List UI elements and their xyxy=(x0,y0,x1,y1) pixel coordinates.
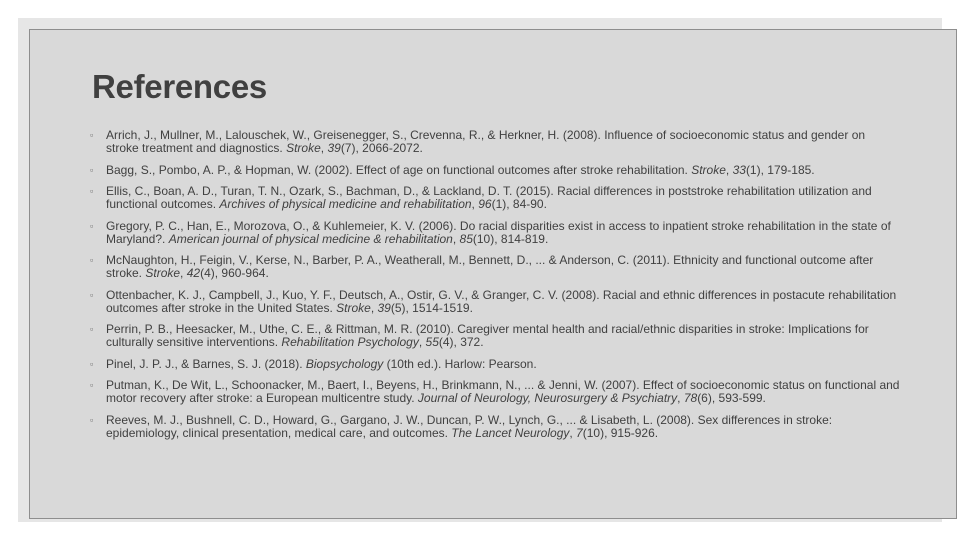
reference-text: Ellis, C., Boan, A. D., Turan, T. N., Ozark, S., Bachman, D., & Lackland, D. T. (2015). Racial differences in poststroke rehabilitation utilization and functional outcomes. Archives of physical medicine and rehabilitation, 96(1), 84-90. xyxy=(106,184,872,211)
reference-item xyxy=(90,164,900,177)
reference-item xyxy=(90,358,900,371)
reference-text: Putman, K., De Wit, L., Schoonacker, M., Baert, I., Beyens, H., Brinkmann, N., ... & Jenni, W. (2007). Effect of socioeconomic status on functional and motor recovery after stroke: a European multicentre study. Journal of Neurology, Neurosurgery & Psychiatry, 78(6), 593-599. xyxy=(106,378,900,405)
reference-item xyxy=(90,254,900,280)
bullet-icon: ▫ xyxy=(90,255,94,265)
reference-list xyxy=(90,129,900,448)
reference-text: Pinel, J. P. J., & Barnes, S. J. (2018). Biopsychology (10th ed.). Harlow: Pearson. xyxy=(106,356,537,371)
bullet-icon: ▫ xyxy=(90,380,94,390)
slide-title: References xyxy=(92,68,267,105)
bullet-icon: ▫ xyxy=(90,414,94,425)
bullet-icon: ▫ xyxy=(90,220,94,231)
reference-item xyxy=(90,289,900,315)
reference-text: Perrin, P. B., Heesacker, M., Uthe, C. E., & Rittman, M. R. (2010). Caregiver mental health and racial/ethnic disparities in stroke: Implications for culturally sensitive interventions. Rehabilitation Psychology, 55(4), 372. xyxy=(106,322,869,349)
reference-text: Arrich, J., Mullner, M., Lalouschek, W., Greisenegger, S., Crevenna, R., & Herkner, H. (2008). Influence of socioeconomic status and gender on stroke treatment and diagnostics. Stroke, 39(7), 2066-2072. xyxy=(106,128,866,155)
bullet-icon: ▫ xyxy=(90,289,94,300)
bullet-icon: ▫ xyxy=(90,186,94,196)
reference-text: Gregory, P. C., Han, E., Morozova, O., & Kuhlemeier, K. V. (2006). Do racial disparities exist in access to inpatient stroke rehabilitation in the state of Maryland?. American journal of physical medicine & rehabilitation, 85(10), 814-819. xyxy=(106,218,891,246)
reference-item xyxy=(90,220,900,246)
reference-item xyxy=(90,379,900,405)
reference-text: Reeves, M. J., Bushnell, C. D., Howard, G., Gargano, J. W., Duncan, P. W., Lynch, G., ... & Lisabeth, L. (2008). Sex differences in stroke: epidemiology, clinical presentation, medical care, and outcomes. The Lancet Neurology, 7(10), 915-926. xyxy=(106,412,833,440)
reference-item xyxy=(90,323,900,349)
reference-item xyxy=(90,129,900,155)
bullet-icon: ▫ xyxy=(90,358,94,369)
bullet-icon: ▫ xyxy=(90,130,94,140)
bullet-icon: ▫ xyxy=(90,164,94,175)
bullet-icon: ▫ xyxy=(90,324,94,334)
reference-text: McNaughton, H., Feigin, V., Kerse, N., Barber, P. A., Weatherall, M., Bennett, D., ... & Anderson, C. (2011). Ethnicity and functional outcome after stroke. Stroke, 42(4), 960-964. xyxy=(106,253,874,280)
reference-text: Bagg, S., Pombo, A. P., & Hopman, W. (2002). Effect of age on functional outcomes after stroke rehabilitation. Stroke, 33(1), 179-185. xyxy=(106,162,815,177)
reference-item xyxy=(90,414,900,440)
reference-item xyxy=(90,185,900,211)
reference-text: Ottenbacher, K. J., Campbell, J., Kuo, Y. F., Deutsch, A., Ostir, G. V., & Granger, C. V. (2008). Racial and ethnic differences in postacute rehabilitation outcomes after stroke in the United States. Stroke, 39(5), 1514-1519. xyxy=(106,287,897,315)
